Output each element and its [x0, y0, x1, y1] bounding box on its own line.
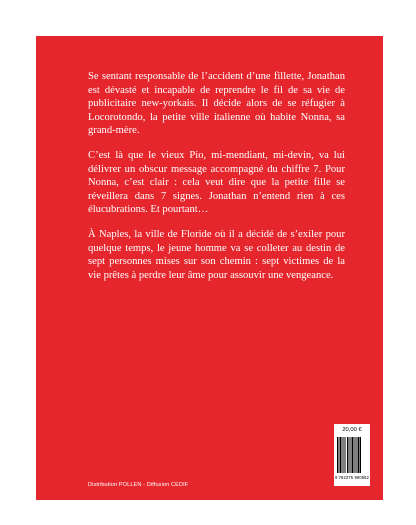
blurb-text: [88, 70, 345, 293]
barcode-icon: [337, 437, 367, 473]
price-barcode-box: [334, 424, 370, 486]
blurb-paragraph-2: C’est là que le vieux Pio, mi-mendiant, mi-devin, va lui délivrer un obscur message accompagné du chiffre 7. Pour Nonna, c’est clair : cela veut dire que la petite fille se réveillera dans 7 signes. Jonathan n’entend rien à ces élucubrations. Et pourtant…: [88, 149, 345, 216]
distribution-credit: Distribution POLLEN - Diffusion CEDIF: [88, 482, 189, 488]
price-label: 20,00 €: [342, 427, 362, 433]
isbn-digits: 9 782375 990562: [334, 475, 370, 480]
back-cover: [36, 36, 383, 500]
blurb-paragraph-3: À Naples, la ville de Floride où il a décidé de s’exiler pour quelque temps, le jeune homme va se colleter au destin de sept personnes mises sur son chemin : sept victimes de la vie prêtes à perdre leur âme pour assouvir une vengeance.: [88, 228, 345, 281]
blurb-paragraph-1: Se sentant responsable de l’accident d’une fillette, Jonathan est dévasté et incapable de reprendre le fil de sa vie de publicitaire new-yorkais. Il décide alors de se réfugier à Locorotondo, la petite ville italienne où habite Nonna, sa grand-mère.: [88, 71, 345, 137]
